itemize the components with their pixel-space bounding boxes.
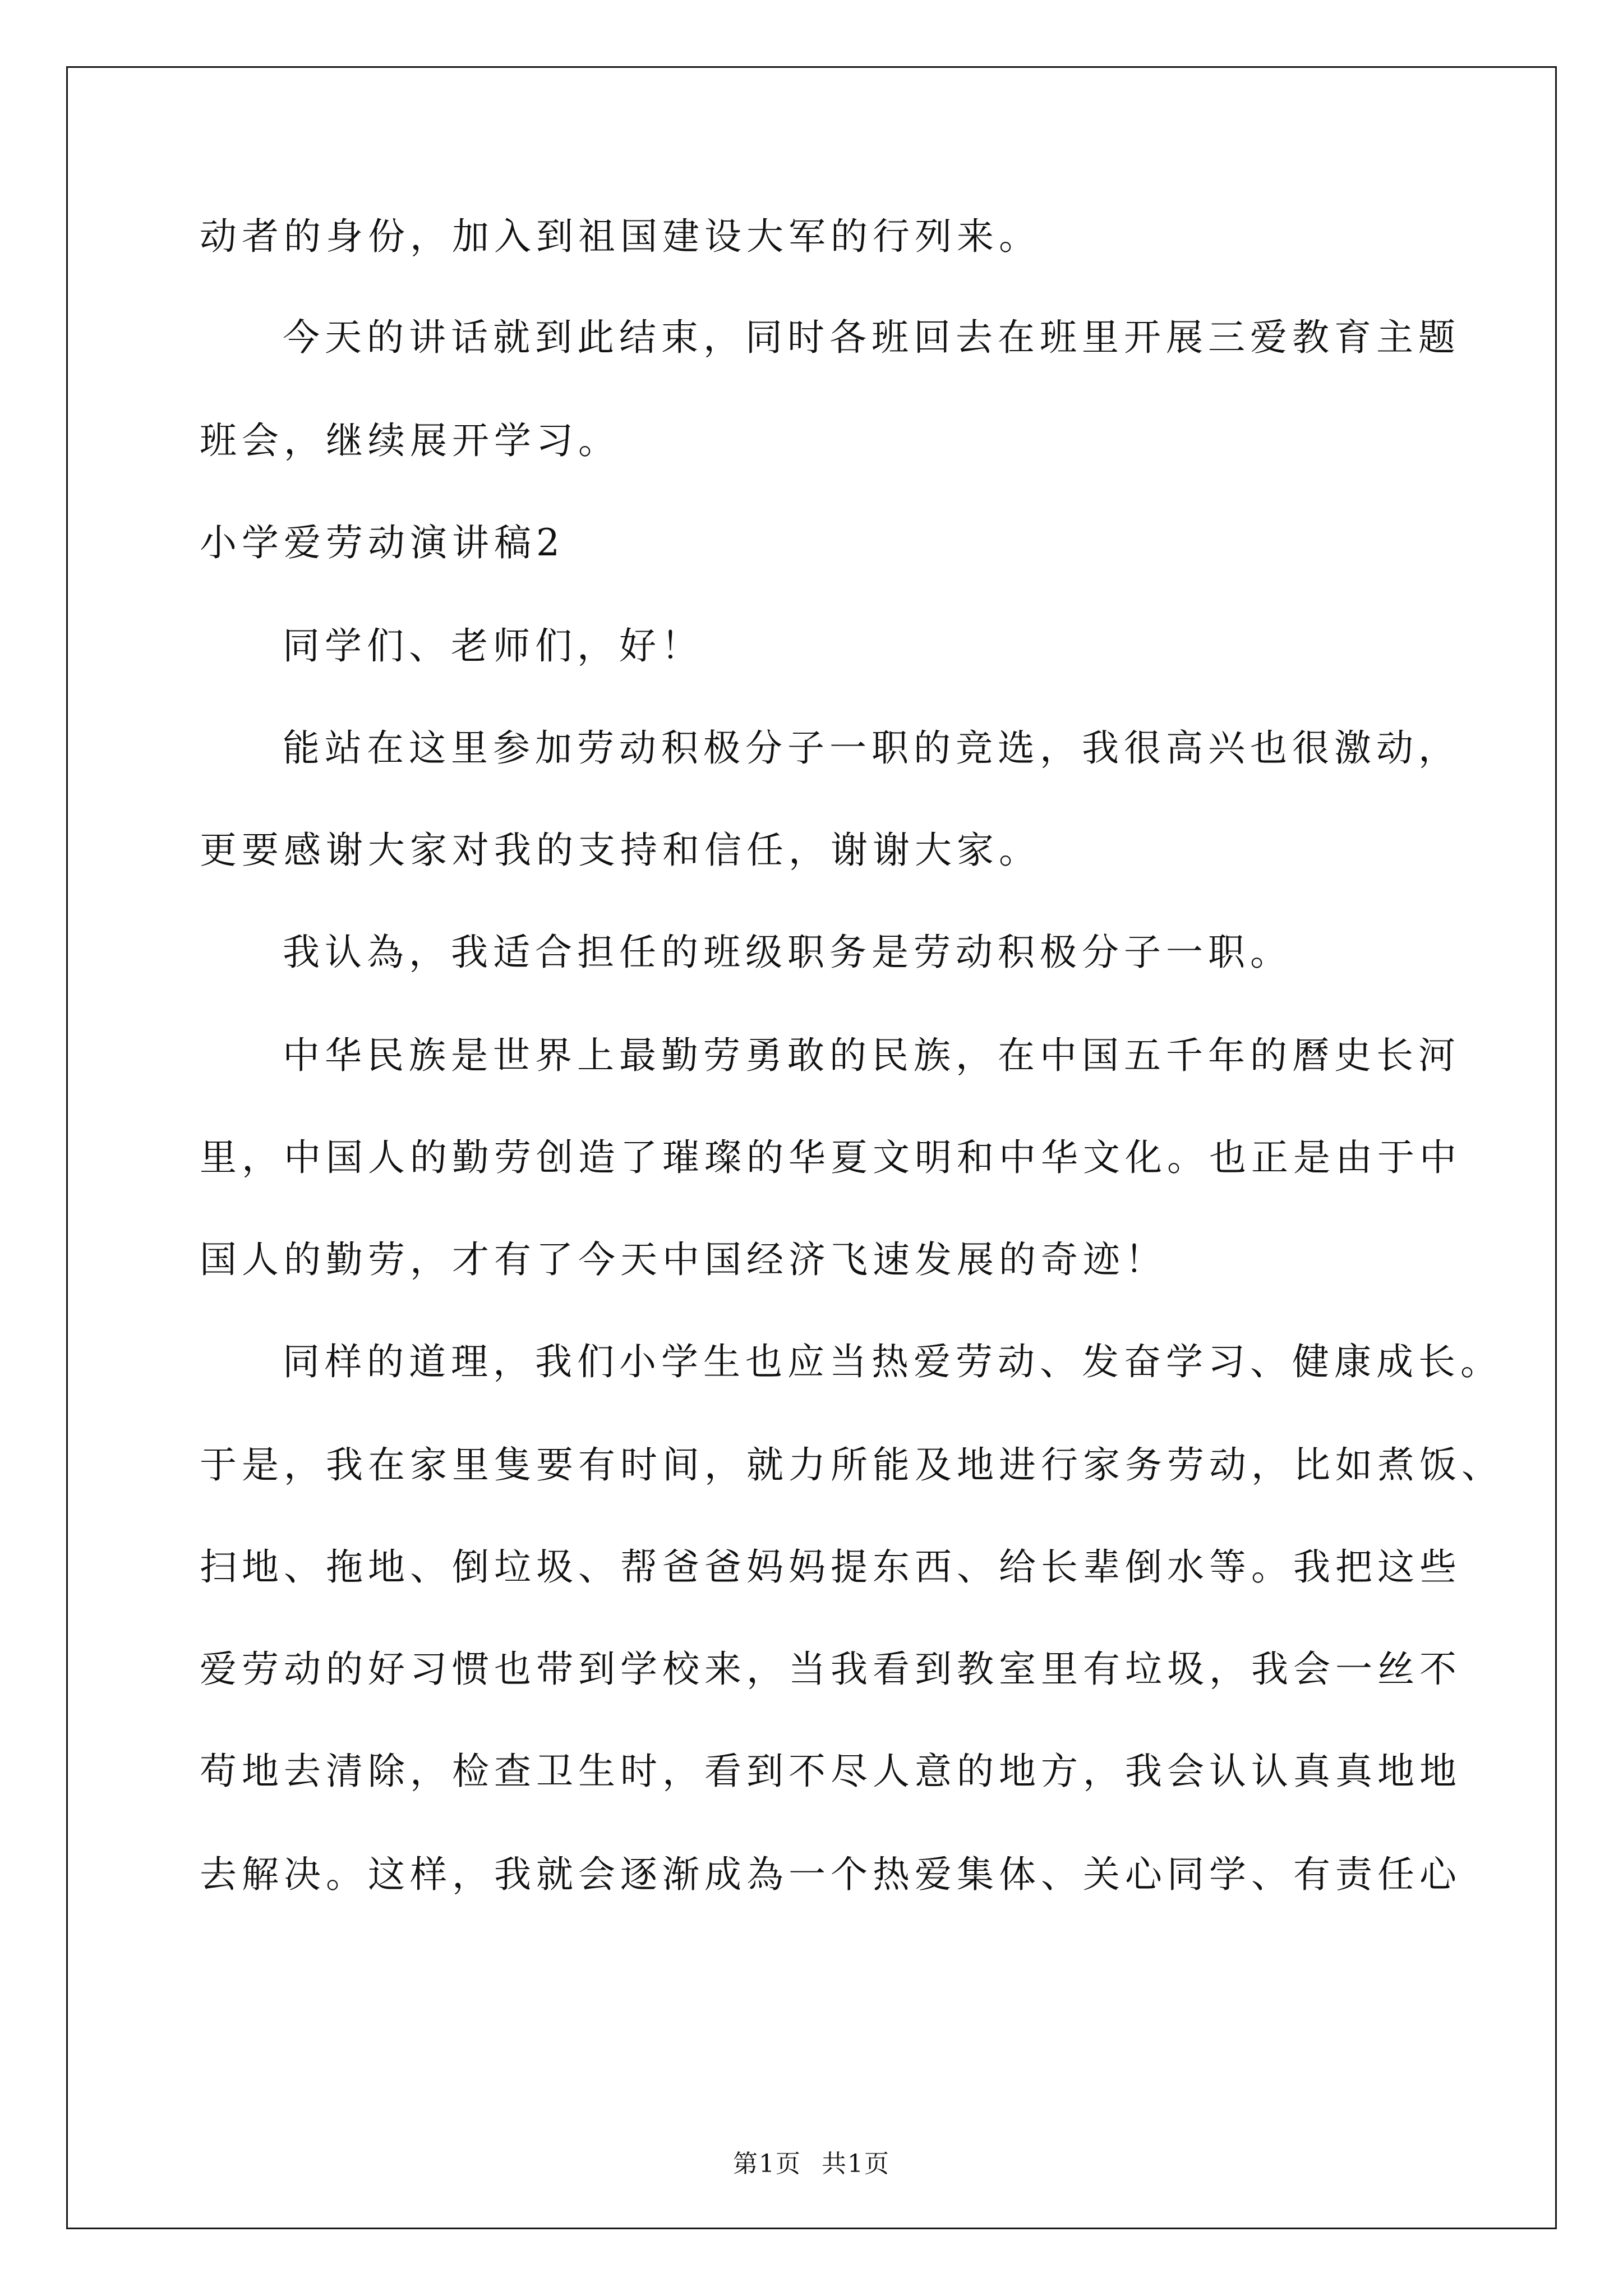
paragraph-line: 同样的道理，我们小学生也应当热爱劳动、发奋学习、健康成长。 — [283, 1340, 1502, 1383]
paragraph-line: 于是，我在家里隻要有时间，就力所能及地进行家务劳动，比如煮饭、 — [200, 1443, 1504, 1487]
page-number-total: 共1页 — [822, 2150, 890, 2178]
paragraph-line: 今天的讲话就到此结束，同时各班回去在班里开展三爱教育主题 — [283, 316, 1460, 359]
section-heading: 小学爱劳动演讲稿2 — [200, 521, 565, 564]
page-number-current: 第1页 — [733, 2150, 801, 2178]
page-footer — [0, 2148, 1623, 2180]
paragraph-line: 苟地去清除，检查卫生时，看到不尽人意的地方，我会认认真真地地 — [200, 1750, 1461, 1793]
paragraph-line: 更要感谢大家对我的支持和信任，谢谢大家。 — [200, 829, 1041, 872]
paragraph-line: 爱劳动的好习惯也带到学校来，当我看到教室里有垃圾，我会一丝不 — [200, 1648, 1461, 1691]
paragraph-line: 班会，继续展开学习。 — [200, 419, 620, 462]
paragraph-line: 扫地、拖地、倒垃圾、帮爸爸妈妈提东西、给长辈倒水等。我把这些 — [200, 1545, 1461, 1589]
paragraph-line: 国人的勤劳，才有了今天中国经济飞速发展的奇迹！ — [200, 1238, 1167, 1281]
paragraph-line: 我认為，我适合担任的班级职务是劳动积极分子一职。 — [283, 931, 1292, 974]
paragraph-line: 去解决。这样，我就会逐渐成為一个热爱集体、关心同学、有责任心 — [200, 1853, 1461, 1896]
paragraph-line: 中华民族是世界上最勤劳勇敢的民族，在中国五千年的曆史长河 — [283, 1034, 1460, 1077]
paragraph-line: 同学们、老师们，好！ — [283, 624, 703, 668]
paragraph-line: 动者的身份，加入到祖国建设大军的行列来。 — [200, 215, 1041, 258]
paragraph-line: 里，中国人的勤劳创造了璀璨的华夏文明和中华文化。也正是由于中 — [200, 1136, 1461, 1179]
paragraph-line: 能站在这里参加劳动积极分子一职的竞选，我很高兴也很激动， — [283, 726, 1460, 770]
